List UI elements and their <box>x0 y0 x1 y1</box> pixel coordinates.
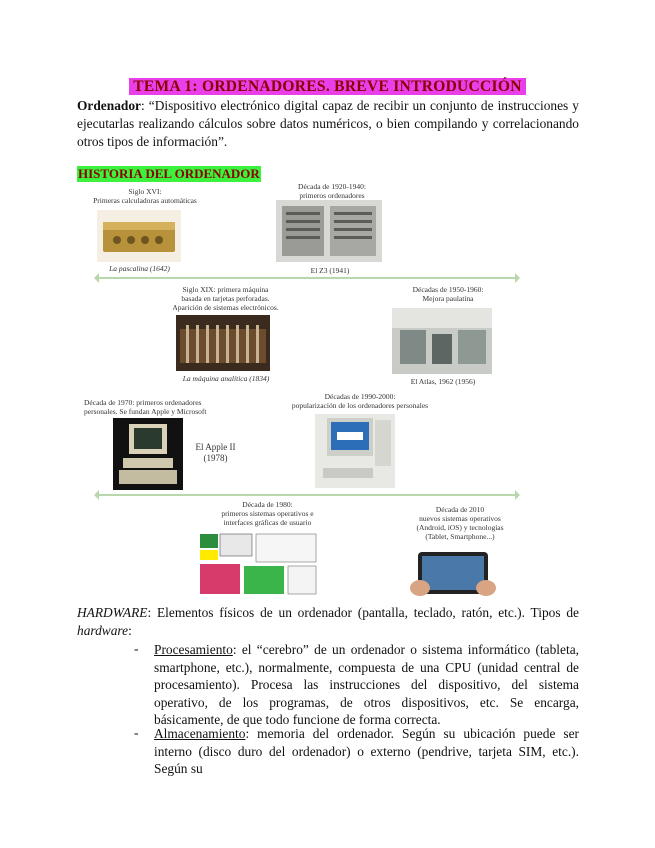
timeline-arrow <box>98 494 516 496</box>
timeline-caption: Décadas de 1990-2000: popularización de los ordenadores personales <box>291 392 429 410</box>
list-bullet: - <box>134 641 139 656</box>
timeline-caption: La pascalina (1642) <box>109 264 170 273</box>
hardware-paragraph: HARDWARE: Elementos físicos de un ordenador (pantalla, teclado, ratón, etc.). Tipos de hardware: <box>77 605 579 638</box>
timeline-caption: Siglo XVI: Primeras calculadoras automáticas <box>93 187 197 205</box>
pc-windows-image <box>315 414 395 488</box>
timeline-caption: El Apple II (1978) <box>195 442 236 463</box>
z3-image <box>276 200 382 262</box>
timeline-caption: El Atlas, 1962 (1956) <box>410 377 476 386</box>
apple-ii-image <box>113 418 183 490</box>
list-item-procesamiento: Procesamiento: el “cerebro” de un ordenador o sistema informático (tableta, smartphone, etc.), normalmente, compuesta de una CPU (unidad central de procesamiento). Procesa las instrucciones del dispositivo, del sistema operativo, de los programas, de otros dispositivos, etc. Se encarga, básicamente, de que todo funcione de forma correcta. <box>154 642 579 727</box>
timeline-caption: Década de 2010 nuevos sistemas operativos (Android, iOS) y tecnologías (Tablet, Smartphone...) <box>416 505 504 541</box>
timeline-caption: Décadas de 1950-1960: Mejora paulatina <box>412 285 484 303</box>
definition-paragraph: Ordenador: “Dispositivo electrónico digital capaz de recibir un conjunto de instrucciones y ejecutarlas realizando cálculos sobre datos numéricos, o bien compilando y correlacionando otros tipos de información”. <box>77 98 579 149</box>
list-bullet: - <box>134 725 139 740</box>
atlas-image <box>392 308 492 374</box>
timeline-caption: Década de 1970: primeros ordenadores personales. Se fundan Apple y Microsoft <box>84 398 207 416</box>
timeline-caption: Década de 1920-1940: primeros ordenadores <box>298 182 366 200</box>
page-title: TEMA 1: ORDENADORES. BREVE INTRODUCCIÓN <box>0 78 655 96</box>
history-heading: HISTORIA DEL ORDENADOR <box>78 166 260 181</box>
timeline-caption: Década de 1980: primeros sistemas operativos e interfaces gráficas de usuario <box>221 500 314 527</box>
gui-screens-image <box>200 530 320 598</box>
list-item-almacenamiento: Almacenamiento: memoria del ordenador. Según su ubicación puede ser interno (disco duro del ordenador) o externo (pendrive, tarjeta SIM, etc.). Según su <box>154 726 579 776</box>
timeline-caption: Siglo XIX: primera máquina basada en tarjetas perforadas. Aparición de sistemas electrónicos. <box>172 285 279 312</box>
tablet-image <box>408 548 498 598</box>
timeline-arrow <box>98 277 516 279</box>
analytical-engine-image <box>176 315 270 371</box>
timeline-caption: El Z3 (1941) <box>310 266 350 275</box>
pascalina-image <box>97 210 181 262</box>
timeline-caption: La máquina analítica (1834) <box>182 374 270 383</box>
